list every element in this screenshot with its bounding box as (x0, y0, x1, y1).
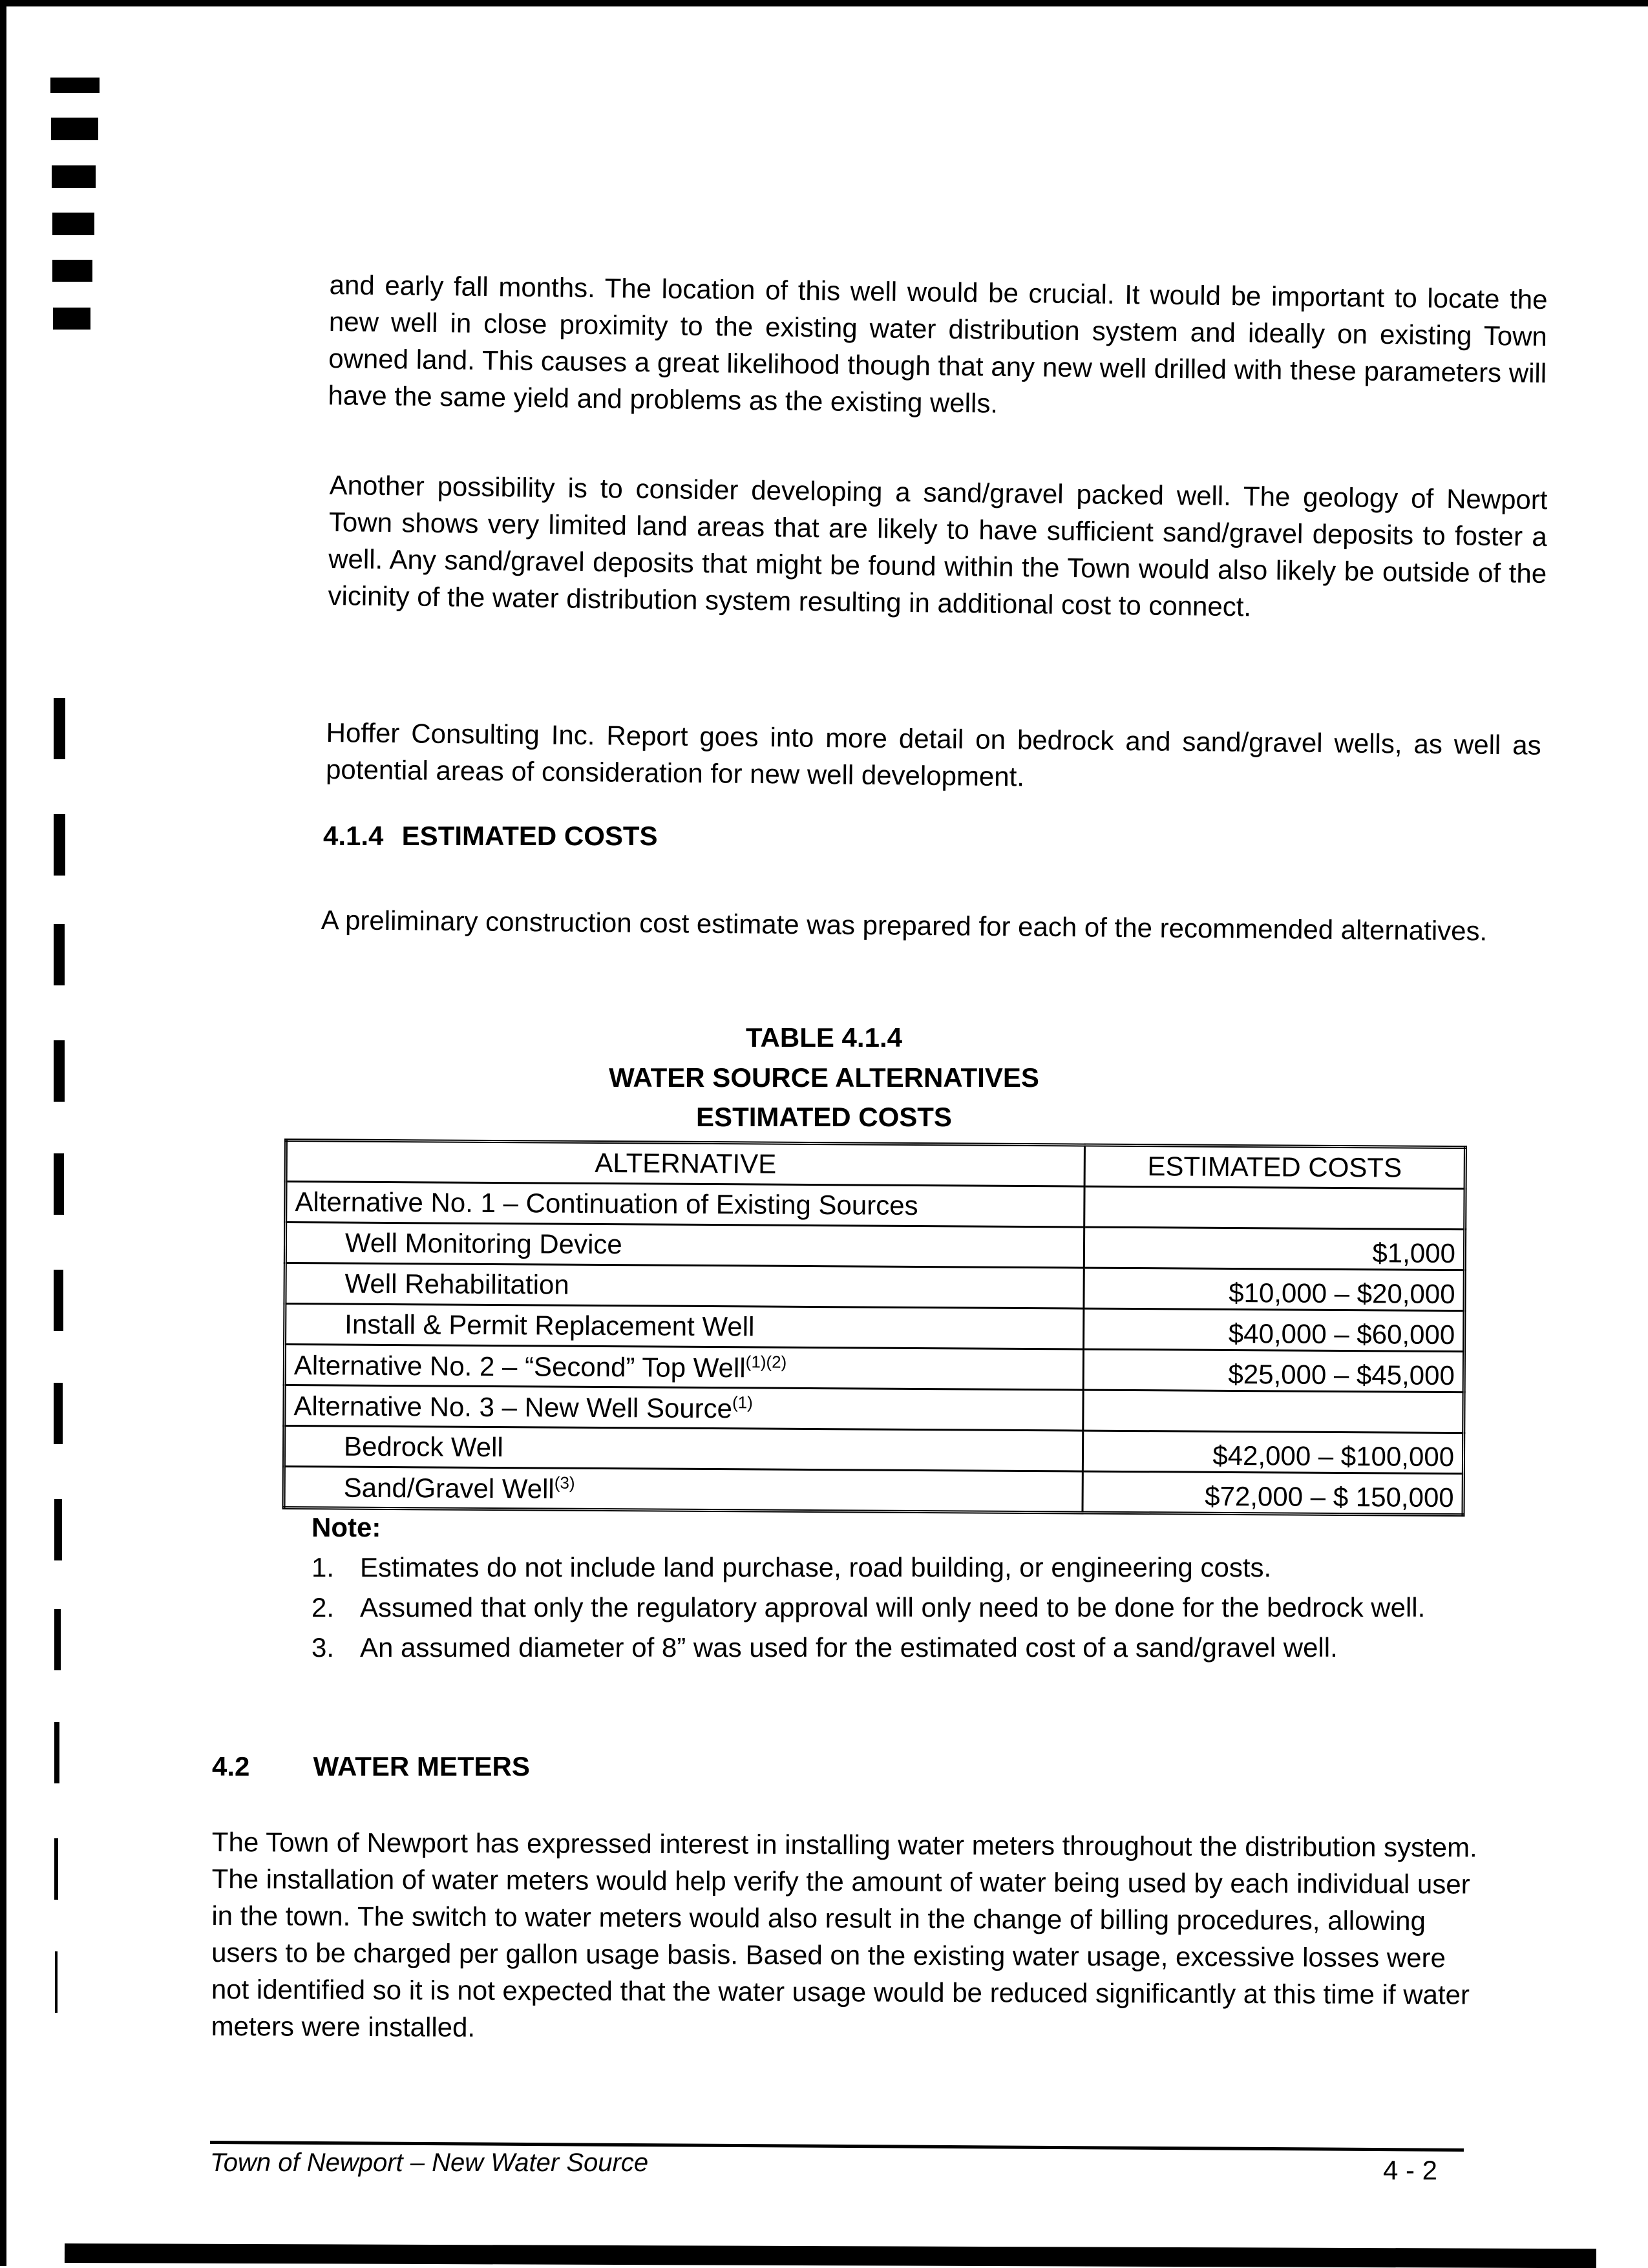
paragraph-text: The Town of Newport has expressed interest in installing water meters throughout the distribution system. The installation of water meters would help verify the amount of water being used by each individual user in the town. The switch to water meters would also result in the change of billing procedures, allowing users to be charged per gallon usage basis. Based on the existing water usage, excessive losses were not identified so it is not expected that the water usage would be reduced significantly at this time if water meters were installed. (211, 1827, 1477, 2042)
table-title-number: TABLE 4.1.4 (746, 1022, 902, 1053)
section-title: ESTIMATED COSTS (401, 821, 658, 851)
table-row (285, 1304, 1464, 1352)
table-row (285, 1263, 1464, 1311)
note-text: Estimates do not include land purchase, road building, or engineering costs. (360, 1552, 1272, 1582)
cost-cell: $25,000 – $45,000 (1083, 1349, 1464, 1392)
alternative-cell: Well Monitoring Device (285, 1223, 1084, 1268)
alternative-cell: Alternative No. 1 – Continuation of Existing Sources (286, 1182, 1084, 1228)
paragraph-text: Hoffer Consulting Inc. Report goes into more detail on bedrock and sand/gravel wells, as well as potential areas of consideration for new well development. (325, 717, 1541, 792)
notes-label: Note: (312, 1512, 381, 1542)
notes-list (312, 1548, 1425, 1668)
note-item (312, 1628, 1425, 1668)
cost-cell: $42,000 – $100,000 (1083, 1431, 1463, 1474)
alternative-cell: Install & Permit Replacement Well (285, 1304, 1084, 1350)
section-heading-4-2 (212, 1751, 530, 1782)
cost-cell (1084, 1186, 1465, 1230)
table-title-name: WATER SOURCE ALTERNATIVES (609, 1062, 1039, 1093)
table-row (286, 1182, 1465, 1230)
cost-cell: $1,000 (1084, 1227, 1464, 1270)
alternative-cell: Alternative No. 2 – “Second” Top Well$^{(1)(2)}$ (284, 1345, 1083, 1391)
paragraph-text: A preliminary construction cost estimate was prepared for each of the recommended alternatives. (321, 904, 1488, 947)
column-header-alternative: ALTERNATIVE (286, 1140, 1084, 1187)
paragraph-sand-gravel (328, 467, 1548, 629)
note-number: 2. (312, 1592, 335, 1622)
note-number: 3. (312, 1632, 335, 1663)
cost-estimates-table (282, 1139, 1466, 1517)
footnote-ref: (3) (554, 1473, 575, 1493)
cost-cell: $72,000 – $ 150,000 (1083, 1471, 1463, 1515)
paragraph-text: Another possibility is to consider developing a sand/gravel packed well. The geology of Newport Town shows very limited land areas that are likely to have sufficient sand/gravel deposits to foster a well. Any sand/gravel deposits that might be found within the Town would also likely be outside of the vicinity of the water distribution system resulting in additional cost to connect. (328, 469, 1548, 622)
section-number: 4.2 (212, 1751, 250, 1781)
footnote-ref: (1)(2) (745, 1351, 787, 1372)
section-heading-4-1-4 (323, 821, 658, 852)
table-row (285, 1223, 1464, 1270)
table-row (284, 1385, 1464, 1433)
table-row (284, 1345, 1464, 1392)
table-row (284, 1426, 1463, 1474)
paragraph-water-meters (211, 1823, 1479, 2050)
note-number: 1. (312, 1552, 335, 1582)
table-title-subtitle: ESTIMATED COSTS (696, 1102, 952, 1132)
footer-page-number: 4 - 2 (1383, 2155, 1438, 2185)
note-text: Assumed that only the regulatory approval will only need to be done for the bedrock well. (360, 1592, 1426, 1622)
column-header-estimated-costs: ESTIMATED COSTS (1084, 1145, 1465, 1189)
cost-cell: $40,000 – $60,000 (1084, 1308, 1464, 1352)
alternative-cell: Sand/Gravel Well$^{(3)}$ (284, 1467, 1083, 1513)
cost-cell: $10,000 – $20,000 (1084, 1268, 1464, 1311)
footnote-ref: (1) (732, 1392, 753, 1412)
section-number: 4.1.4 (323, 821, 384, 851)
note-text: An assumed diameter of 8” was used for the estimated cost of a sand/gravel well. (360, 1632, 1338, 1663)
table-header-row (286, 1140, 1465, 1189)
paragraph-hoffer-report (326, 714, 1541, 801)
table-row (284, 1467, 1463, 1515)
cost-cell (1083, 1390, 1464, 1433)
alternative-cell: Alternative No. 3 – New Well Source$^{(1)}$ (284, 1385, 1083, 1431)
alternative-cell: Bedrock Well (284, 1426, 1083, 1472)
footer-document-title: Town of Newport – New Water Source (210, 2148, 649, 2177)
note-item (312, 1548, 1425, 1588)
paragraph-cost-estimate-intro (321, 901, 1536, 950)
alternative-cell: Well Rehabilitation (285, 1263, 1084, 1309)
note-item (312, 1588, 1425, 1628)
section-title: WATER METERS (313, 1751, 530, 1781)
paragraph-well-location (328, 266, 1548, 428)
paragraph-text: and early fall months. The location of this well would be crucial. It would be important to locate the new well in close proximity to the existing water distribution system and ideally on existing Town owned land. This causes a great likelihood though that any new well drilled with these parameters will have the same yield and problems as the existing wells. (328, 269, 1548, 419)
